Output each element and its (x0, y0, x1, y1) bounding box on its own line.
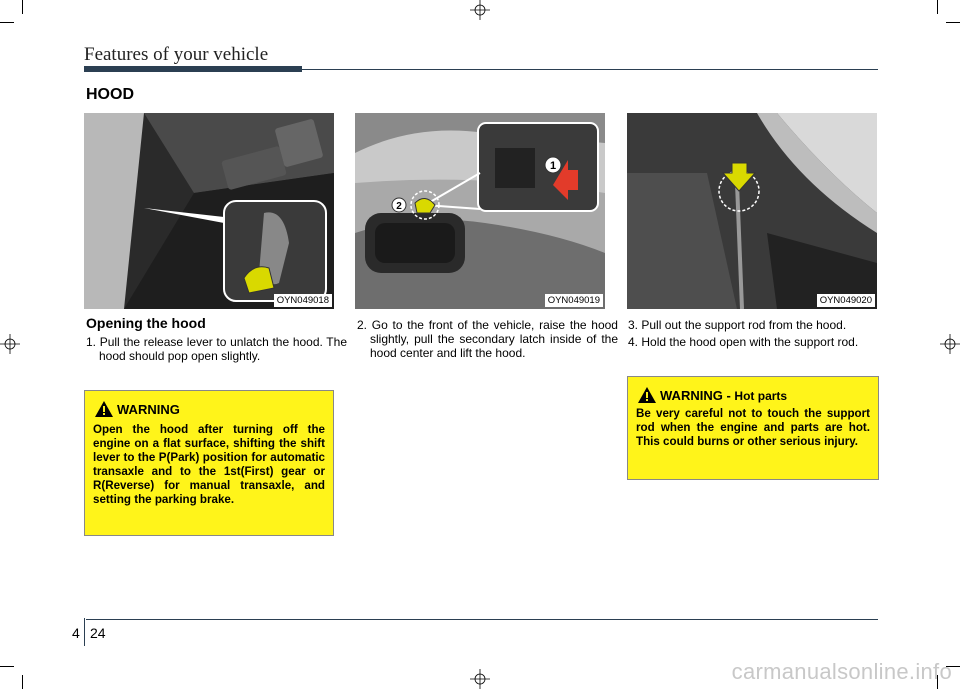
step-number: 3. (628, 318, 639, 332)
watermark: carmanualsonline.info (731, 659, 952, 684)
step-text: Pull out the support rod from the hood. (641, 318, 847, 332)
warning-triangle-icon (638, 387, 656, 403)
step-2 (357, 318, 618, 360)
header-rule (302, 69, 878, 70)
step-number: 2. (357, 318, 368, 332)
figure-release-lever (84, 113, 334, 309)
footer-rule (86, 619, 878, 620)
support-rod-illustration (627, 113, 877, 309)
release-lever-illustration (84, 113, 334, 309)
step-text: Hold the hood open with the support rod. (641, 335, 859, 349)
crop-mark (0, 22, 14, 23)
warning-triangle-icon (95, 401, 113, 417)
warning-body: Be very careful not to touch the support rod when the engine and parts are hot. This could burns or other serious injury. (636, 407, 870, 448)
warning-box-hot-parts (627, 376, 879, 480)
running-header: Features of your vehicle (84, 44, 269, 65)
figure-support-rod (627, 113, 877, 309)
crop-mark (937, 0, 938, 14)
secondary-latch-illustration (355, 113, 605, 309)
warning-subtitle: Hot parts (734, 389, 788, 403)
figure-secondary-latch (355, 113, 605, 309)
section-title: HOOD (86, 86, 134, 103)
crop-mark (946, 22, 960, 23)
chapter-number: 4 (72, 625, 80, 641)
step-text: Pull the release lever to unlatch the hood. The hood should pop open slightly. (99, 335, 347, 363)
footer-separator (84, 618, 85, 646)
registration-mark (940, 334, 960, 354)
step-1 (86, 335, 347, 363)
registration-mark (0, 334, 20, 354)
crop-mark (22, 0, 23, 14)
figure-code: OYN049020 (817, 294, 875, 307)
subheading: Opening the hood (86, 315, 206, 331)
warning-title (660, 388, 787, 403)
step-4 (628, 335, 891, 349)
callout-1: 1 (549, 160, 557, 172)
step-number: 4. (628, 335, 639, 349)
step-text: Go to the front of the vehicle, raise the hood slightly, pull the secondary latch inside of the hood center and lift the hood. (370, 318, 618, 360)
callout-2: 2 (396, 201, 402, 212)
registration-mark (470, 669, 490, 689)
warning-title: WARNING (117, 402, 180, 417)
warning-box (84, 390, 334, 536)
crop-mark (0, 666, 14, 667)
registration-mark (470, 0, 490, 20)
warning-body: Open the hood after turning off the engine on a flat surface, shifting the shift lever to the P(Park) position for automatic transaxle and to the 1st(First) gear or R(Reverse) for manual transaxle, and setting the parking brake. (93, 423, 325, 506)
step-number: 1. (86, 335, 97, 349)
figure-code: OYN049018 (274, 294, 332, 307)
header-bar (84, 66, 302, 72)
step-3 (628, 318, 891, 332)
page-number: 24 (90, 625, 106, 641)
figure-code: OYN049019 (545, 294, 603, 307)
crop-mark (22, 675, 23, 689)
warning-title-text: WARNING - (660, 388, 731, 403)
